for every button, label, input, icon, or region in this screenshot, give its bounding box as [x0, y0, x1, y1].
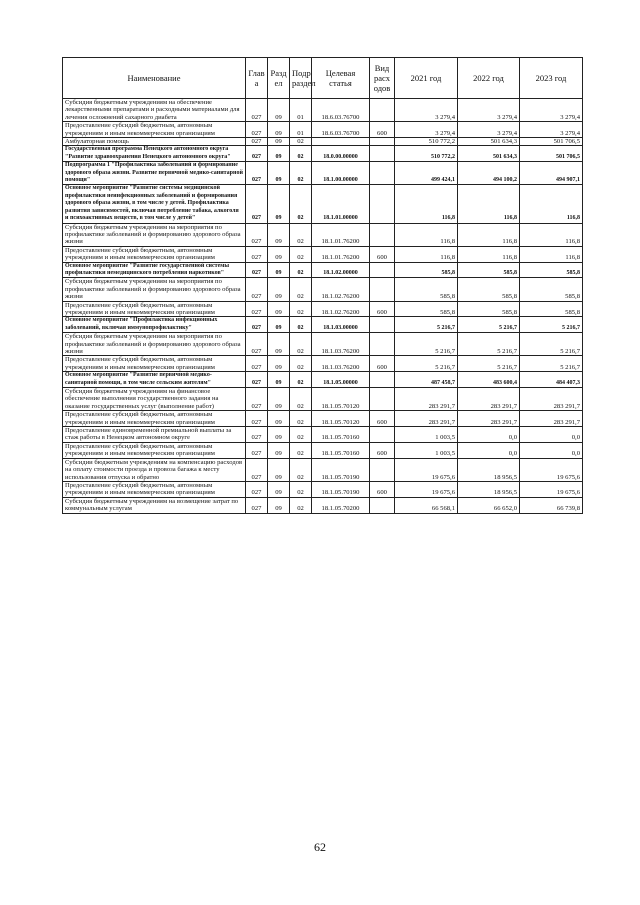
table-header	[63, 58, 583, 99]
cell-podrazdel: 01	[290, 99, 312, 122]
cell-glava: 027	[246, 333, 268, 356]
cell-razdel: 09	[268, 442, 290, 458]
table-body	[63, 99, 583, 514]
table-row	[63, 458, 583, 481]
cell-y2022: 585,8	[458, 301, 520, 317]
cell-razdel: 09	[268, 262, 290, 278]
cell-glava: 027	[246, 372, 268, 388]
cell-y2021: 585,8	[395, 301, 458, 317]
table-row	[63, 388, 583, 411]
table-row	[63, 262, 583, 278]
cell-podrazdel: 02	[290, 317, 312, 333]
cell-statya: 18.1.05.70120	[312, 411, 370, 427]
table-row	[63, 138, 583, 146]
cell-y2023: 283 291,7	[520, 411, 583, 427]
cell-name: Основное мероприятие "Развитие первичной медико-санитарной помощи, в том числе сельским жителям"	[63, 372, 246, 388]
cell-podrazdel: 02	[290, 372, 312, 388]
cell-statya: 18.1.03.76200	[312, 356, 370, 372]
cell-y2022: 116,8	[458, 185, 520, 223]
cell-y2022: 5 216,7	[458, 317, 520, 333]
cell-y2023: 501 706,5	[520, 138, 583, 146]
cell-y2021: 5 216,7	[395, 317, 458, 333]
cell-y2021: 5 216,7	[395, 333, 458, 356]
cell-name: Основное мероприятие "Развитие системы медицинской профилактики неинфекционных заболеваний и формирования здорового образа жизни, в том числе у детей. Профилактика развития зависимостей, включая потребление табака, алкоголя и психоактивных веществ, в том числе у детей"	[63, 185, 246, 223]
cell-glava: 027	[246, 185, 268, 223]
cell-statya: 18.1.05.70190	[312, 458, 370, 481]
cell-name: Субсидия бюджетным учреждениям на мероприятия по профилактике заболеваний и формированию здорового образа жизни	[63, 223, 246, 246]
cell-vid	[370, 99, 395, 122]
header-razdel: Разд ел	[268, 58, 290, 99]
cell-vid: 600	[370, 411, 395, 427]
cell-name: Субсидия бюджетным учреждениям на финансовое обеспечение выполнения государственного задания на оказание государственных услуг (выполнение работ)	[63, 388, 246, 411]
cell-razdel: 09	[268, 223, 290, 246]
header-2021: 2021 год	[395, 58, 458, 99]
cell-name: Государственная программа Ненецкого автономного округа "Развитие здравоохранения Ненецкого автономного округа"	[63, 146, 246, 162]
cell-y2022: 3 279,4	[458, 99, 520, 122]
cell-y2022: 283 291,7	[458, 388, 520, 411]
cell-y2022: 0,0	[458, 442, 520, 458]
table-row	[63, 333, 583, 356]
cell-glava: 027	[246, 497, 268, 513]
cell-y2023: 494 907,1	[520, 162, 583, 185]
cell-podrazdel: 02	[290, 262, 312, 278]
cell-statya: 18.1.05.70190	[312, 481, 370, 497]
cell-podrazdel: 02	[290, 388, 312, 411]
cell-y2021: 487 458,7	[395, 372, 458, 388]
table-row	[63, 497, 583, 513]
cell-y2021: 3 279,4	[395, 122, 458, 138]
cell-vid	[370, 223, 395, 246]
cell-y2022: 116,8	[458, 246, 520, 262]
header-2022: 2022 год	[458, 58, 520, 99]
cell-glava: 027	[246, 481, 268, 497]
cell-y2023: 3 279,4	[520, 99, 583, 122]
cell-name: Субсидия бюджетным учреждениям на мероприятия по профилактике заболеваний и формированию здорового образа жизни	[63, 333, 246, 356]
cell-name: Предоставление субсидий бюджетным, автономным учреждениям и иным некоммерческим организациям	[63, 411, 246, 427]
cell-y2023: 484 407,3	[520, 372, 583, 388]
cell-razdel: 09	[268, 372, 290, 388]
cell-razdel: 09	[268, 317, 290, 333]
table-row	[63, 427, 583, 443]
header-glava: Глав а	[246, 58, 268, 99]
cell-podrazdel: 02	[290, 481, 312, 497]
cell-y2022: 66 652,0	[458, 497, 520, 513]
cell-statya: 18.1.05.00000	[312, 372, 370, 388]
cell-razdel: 09	[268, 162, 290, 185]
cell-y2021: 585,8	[395, 278, 458, 301]
cell-y2022: 18 956,5	[458, 481, 520, 497]
cell-glava: 027	[246, 146, 268, 162]
cell-glava: 027	[246, 223, 268, 246]
cell-y2023: 585,8	[520, 278, 583, 301]
cell-y2023: 116,8	[520, 223, 583, 246]
cell-podrazdel: 02	[290, 301, 312, 317]
table-row	[63, 278, 583, 301]
cell-y2021: 585,8	[395, 262, 458, 278]
cell-glava: 027	[246, 278, 268, 301]
cell-statya: 18.1.02.76200	[312, 301, 370, 317]
cell-podrazdel: 02	[290, 411, 312, 427]
cell-glava: 027	[246, 427, 268, 443]
cell-statya: 18.1.02.76200	[312, 278, 370, 301]
cell-name: Предоставление субсидий бюджетным, автономным учреждениям и иным некоммерческим организациям	[63, 442, 246, 458]
table-row	[63, 301, 583, 317]
cell-y2023: 585,8	[520, 262, 583, 278]
cell-razdel: 09	[268, 481, 290, 497]
cell-y2022: 585,8	[458, 262, 520, 278]
cell-y2023: 5 216,7	[520, 317, 583, 333]
header-2023: 2023 год	[520, 58, 583, 99]
cell-y2023: 283 291,7	[520, 388, 583, 411]
page-number: 62	[314, 840, 326, 854]
cell-statya: 18.0.00.00000	[312, 146, 370, 162]
cell-name: Предоставление субсидий бюджетным, автономным учреждениям и иным некоммерческим организациям	[63, 122, 246, 138]
cell-razdel: 09	[268, 333, 290, 356]
cell-y2022: 585,8	[458, 278, 520, 301]
cell-razdel: 09	[268, 122, 290, 138]
cell-glava: 027	[246, 388, 268, 411]
cell-vid	[370, 317, 395, 333]
cell-podrazdel: 02	[290, 356, 312, 372]
cell-vid	[370, 262, 395, 278]
cell-vid	[370, 372, 395, 388]
cell-y2023: 0,0	[520, 442, 583, 458]
cell-glava: 027	[246, 138, 268, 146]
cell-y2022: 5 216,7	[458, 333, 520, 356]
cell-y2023: 19 675,6	[520, 481, 583, 497]
cell-vid	[370, 388, 395, 411]
cell-podrazdel: 02	[290, 458, 312, 481]
cell-y2021: 116,8	[395, 223, 458, 246]
cell-glava: 027	[246, 458, 268, 481]
header-podrazdel: Подр раздел	[290, 58, 312, 99]
header-row	[63, 58, 583, 99]
cell-razdel: 09	[268, 301, 290, 317]
cell-y2023: 19 675,6	[520, 458, 583, 481]
cell-y2022: 5 216,7	[458, 356, 520, 372]
cell-glava: 027	[246, 317, 268, 333]
cell-vid	[370, 278, 395, 301]
cell-y2021: 19 675,6	[395, 481, 458, 497]
cell-razdel: 09	[268, 411, 290, 427]
cell-y2022: 483 600,4	[458, 372, 520, 388]
cell-podrazdel: 02	[290, 246, 312, 262]
cell-statya: 18.1.05.70200	[312, 497, 370, 513]
cell-y2023: 66 739,8	[520, 497, 583, 513]
cell-y2022: 501 634,3	[458, 146, 520, 162]
table-row	[63, 185, 583, 223]
cell-statya	[312, 138, 370, 146]
cell-vid	[370, 333, 395, 356]
cell-y2023: 116,8	[520, 185, 583, 223]
table-row	[63, 162, 583, 185]
cell-vid	[370, 162, 395, 185]
cell-vid: 600	[370, 442, 395, 458]
cell-y2023: 501 706,5	[520, 146, 583, 162]
table-row	[63, 442, 583, 458]
budget-table	[62, 57, 583, 514]
cell-name: Субсидия бюджетным учреждениям на возмещение затрат по коммунальным услугам	[63, 497, 246, 513]
cell-glava: 027	[246, 411, 268, 427]
cell-name: Основное мероприятие "Профилактика инфекционных заболеваний, включая иммунопрофилактику"	[63, 317, 246, 333]
cell-y2021: 3 279,4	[395, 99, 458, 122]
header-vid: Вид расх одов	[370, 58, 395, 99]
table-row	[63, 317, 583, 333]
cell-statya: 18.1.02.00000	[312, 262, 370, 278]
cell-y2023: 3 279,4	[520, 122, 583, 138]
cell-glava: 027	[246, 301, 268, 317]
cell-name: Подпрограмма 1 "Профилактика заболеваний и формирование здорового образа жизни. Развитие первичной медико-санитарной помощи"	[63, 162, 246, 185]
cell-statya: 18.1.03.76200	[312, 333, 370, 356]
cell-y2023: 585,8	[520, 301, 583, 317]
cell-glava: 027	[246, 356, 268, 372]
cell-podrazdel: 01	[290, 122, 312, 138]
cell-y2023: 5 216,7	[520, 333, 583, 356]
table-row	[63, 356, 583, 372]
cell-name: Субсидия бюджетным учреждениям на обеспечение лекарственными препаратами и расходными материалами для лечения осложнений сахарного диабета	[63, 99, 246, 122]
table-row	[63, 99, 583, 122]
cell-razdel: 09	[268, 388, 290, 411]
cell-vid: 600	[370, 481, 395, 497]
cell-y2022: 494 100,2	[458, 162, 520, 185]
cell-vid	[370, 138, 395, 146]
cell-razdel: 09	[268, 138, 290, 146]
cell-y2023: 0,0	[520, 427, 583, 443]
table-row	[63, 481, 583, 497]
cell-statya: 18.1.05.70120	[312, 388, 370, 411]
table-row	[63, 223, 583, 246]
cell-name: Амбулаторная помощь	[63, 138, 246, 146]
table-row	[63, 372, 583, 388]
cell-podrazdel: 02	[290, 278, 312, 301]
header-name: Наименование	[63, 58, 246, 99]
cell-podrazdel: 02	[290, 185, 312, 223]
cell-statya: 18.1.05.70160	[312, 427, 370, 443]
cell-glava: 027	[246, 99, 268, 122]
cell-name: Субсидии бюджетным учреждениям на компенсацию расходов на оплату стоимости проезда и провоза багажа к месту использования отпуска и обратно	[63, 458, 246, 481]
cell-razdel: 09	[268, 458, 290, 481]
cell-y2022: 0,0	[458, 427, 520, 443]
cell-vid	[370, 146, 395, 162]
cell-name: Предоставление субсидий бюджетным, автономным учреждениям и иным некоммерческим организациям	[63, 481, 246, 497]
cell-y2021: 499 424,1	[395, 162, 458, 185]
cell-statya: 18.1.01.00000	[312, 185, 370, 223]
cell-vid: 600	[370, 122, 395, 138]
cell-vid: 600	[370, 301, 395, 317]
cell-y2022: 283 291,7	[458, 411, 520, 427]
cell-razdel: 09	[268, 356, 290, 372]
cell-y2021: 1 003,5	[395, 427, 458, 443]
cell-y2023: 116,8	[520, 246, 583, 262]
cell-name: Предоставление субсидий бюджетным, автономным учреждениям и иным некоммерческим организациям	[63, 246, 246, 262]
cell-statya: 18.6.03.76700	[312, 122, 370, 138]
cell-y2021: 116,8	[395, 246, 458, 262]
cell-glava: 027	[246, 246, 268, 262]
cell-vid: 600	[370, 356, 395, 372]
cell-name: Предоставление субсидий бюджетным, автономным учреждениям и иным некоммерческим организациям	[63, 301, 246, 317]
cell-razdel: 09	[268, 278, 290, 301]
cell-statya: 18.1.05.70160	[312, 442, 370, 458]
table-row	[63, 246, 583, 262]
cell-vid	[370, 497, 395, 513]
cell-y2021: 510 772,2	[395, 138, 458, 146]
table-row	[63, 411, 583, 427]
cell-y2022: 18 956,5	[458, 458, 520, 481]
cell-name: Предоставление субсидий бюджетным, автономным учреждениям и иным некоммерческим организациям	[63, 356, 246, 372]
table-row	[63, 122, 583, 138]
cell-podrazdel: 02	[290, 223, 312, 246]
cell-vid	[370, 427, 395, 443]
cell-podrazdel: 02	[290, 138, 312, 146]
cell-podrazdel: 02	[290, 162, 312, 185]
cell-glava: 027	[246, 442, 268, 458]
cell-y2022: 3 279,4	[458, 122, 520, 138]
cell-vid: 600	[370, 246, 395, 262]
cell-razdel: 09	[268, 427, 290, 443]
cell-name: Субсидия бюджетным учреждениям на мероприятия по профилактике заболеваний и формированию здорового образа жизни	[63, 278, 246, 301]
cell-y2021: 283 291,7	[395, 388, 458, 411]
cell-y2021: 1 003,5	[395, 442, 458, 458]
table-row	[63, 146, 583, 162]
cell-podrazdel: 02	[290, 333, 312, 356]
cell-vid	[370, 185, 395, 223]
cell-y2023: 5 216,7	[520, 356, 583, 372]
cell-vid	[370, 458, 395, 481]
cell-y2021: 5 216,7	[395, 356, 458, 372]
cell-glava: 027	[246, 162, 268, 185]
cell-podrazdel: 02	[290, 427, 312, 443]
cell-y2021: 66 568,1	[395, 497, 458, 513]
cell-razdel: 09	[268, 146, 290, 162]
header-statya: Целевая статья	[312, 58, 370, 99]
cell-y2021: 510 772,2	[395, 146, 458, 162]
cell-y2021: 19 675,6	[395, 458, 458, 481]
cell-glava: 027	[246, 262, 268, 278]
cell-statya: 18.1.03.00000	[312, 317, 370, 333]
cell-razdel: 09	[268, 185, 290, 223]
cell-statya: 18.1.00.00000	[312, 162, 370, 185]
cell-podrazdel: 02	[290, 442, 312, 458]
cell-podrazdel: 02	[290, 497, 312, 513]
cell-razdel: 09	[268, 99, 290, 122]
cell-y2022: 116,8	[458, 223, 520, 246]
cell-y2021: 116,8	[395, 185, 458, 223]
cell-y2022: 501 634,3	[458, 138, 520, 146]
cell-statya: 18.6.03.76700	[312, 99, 370, 122]
cell-razdel: 09	[268, 497, 290, 513]
cell-statya: 18.1.01.76200	[312, 246, 370, 262]
cell-podrazdel: 02	[290, 146, 312, 162]
cell-name: Предоставление единовременной премиальной выплаты за стаж работы в Ненецком автономном округе	[63, 427, 246, 443]
cell-name: Основное мероприятие "Развитие государственной системы профилактики немедицинского потребления наркотиков"	[63, 262, 246, 278]
cell-statya: 18.1.01.76200	[312, 223, 370, 246]
cell-y2021: 283 291,7	[395, 411, 458, 427]
cell-glava: 027	[246, 122, 268, 138]
cell-razdel: 09	[268, 246, 290, 262]
